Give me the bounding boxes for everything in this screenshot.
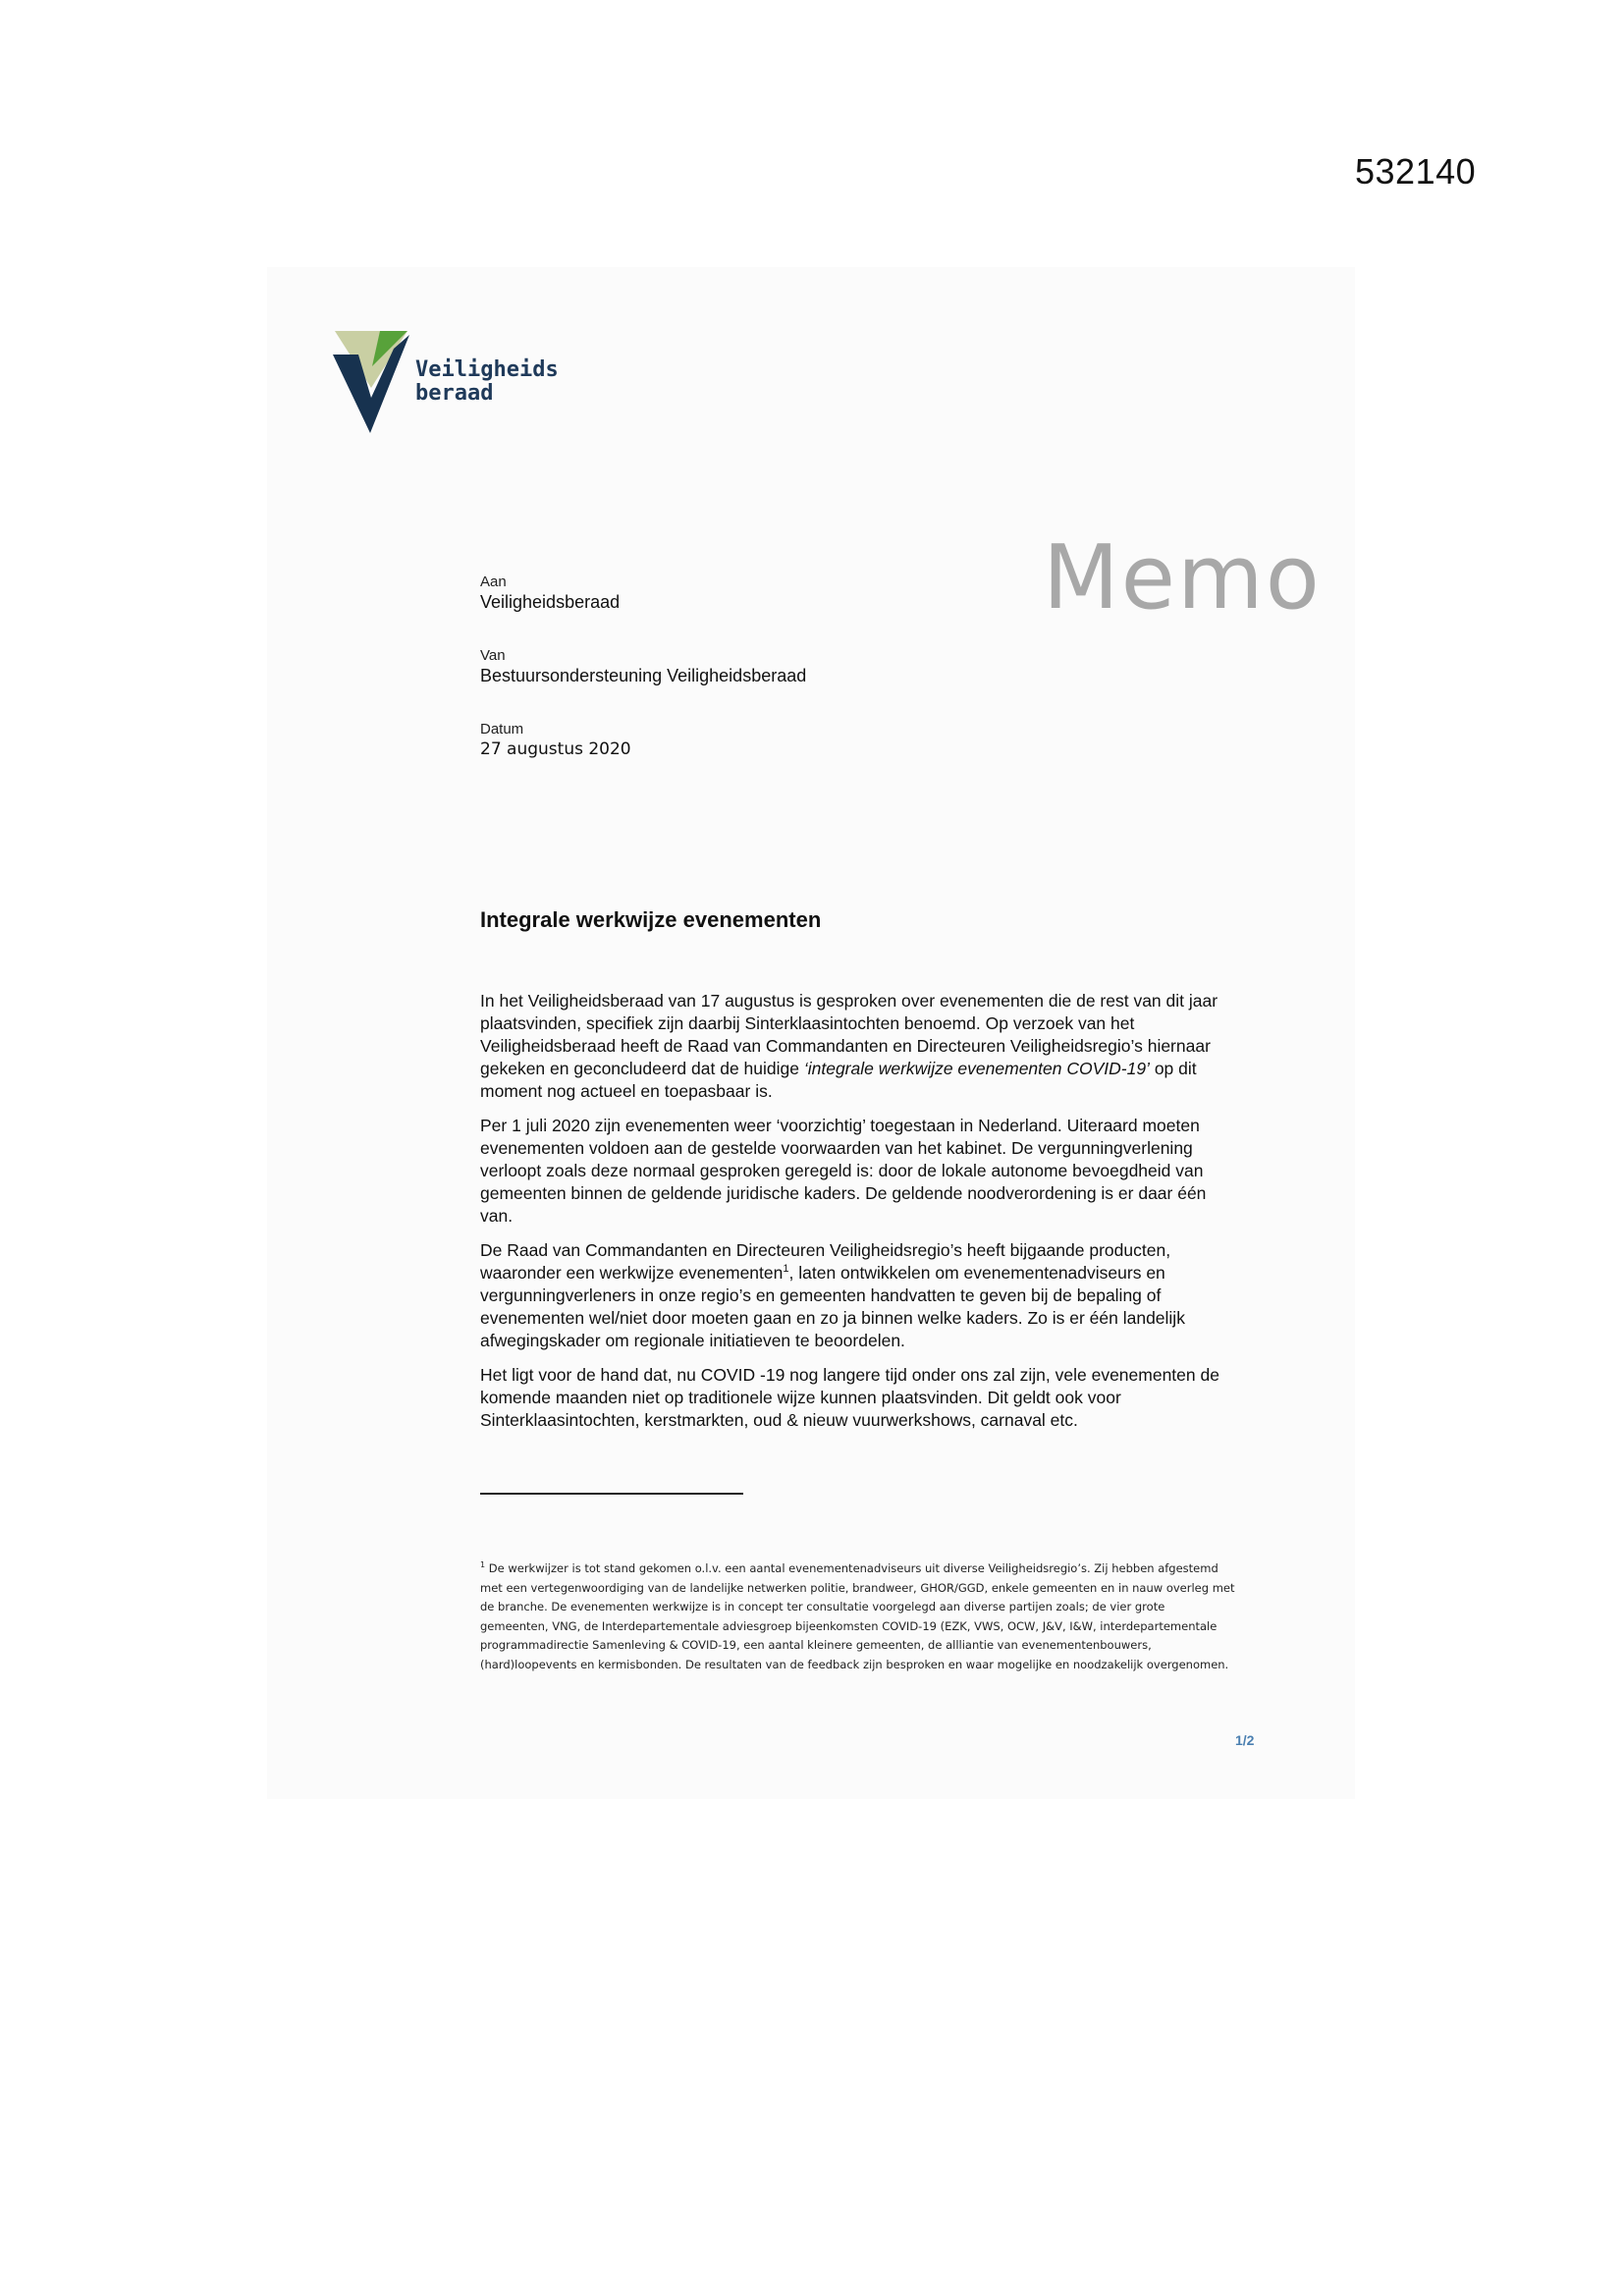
page-number: 1/2 (1235, 1732, 1255, 1748)
paragraph-1-text: In het Veiligheidsberaad van 17 augustus is gesproken over evenementen die de rest van dit jaar plaatsvinden, specifiek zijn daarbij Sinterklaasintochten benoemd. Op verzoek van het Veiligheidsberaad heeft de Raad van Commandanten en Directeuren Veiligheidsregio’s hiernaar gekeken en geconcludeerd dat de huidige (480, 991, 1218, 1078)
document-number: 532140 (1355, 151, 1477, 191)
footnote-number: 1 (480, 1560, 486, 1570)
to-value: Veiligheidsberaad (480, 592, 621, 612)
memo-title: Memo (1043, 526, 1322, 629)
paragraph-3-end: , laten ontwikkelen om evenementenadviseurs en vergunningverleners in onze regio’s en gemeenten handvatten te geven bij de bepaling of evenementen wel/niet door moeten gaan en zo ja binnen welke kaders. Zo is er één landelijk afwegingskader om regionale initiatieven te beoordelen. (480, 1263, 1185, 1350)
footnote-reference[interactable]: 1 (783, 1263, 789, 1276)
logo-line-1: Veiligheids (415, 357, 559, 382)
logo-wordmark (415, 358, 559, 406)
paragraph-2: Per 1 juli 2020 zijn evenementen weer ‘voorzichtig’ toegestaan in Nederland. Uiteraard moeten evenementen voldoen aan de gestelde voorwaarden van het kabinet. De vergunningverlening verloopt zoals deze normaal gesproken geregeld is: door de lokale autonome bevoegdheid van gemeenten binnen de geldende juridische kaders. De geldende noodverordening is er daar één van. (480, 1116, 1207, 1226)
footnote-divider (480, 1493, 743, 1495)
paragraph-3 (480, 1239, 1236, 1352)
paragraph-3-start: De Raad van Commandanten en Directeuren Veiligheidsregio’s heeft bijgaande producten, waaronder een werkwijze evenementen (480, 1240, 1171, 1283)
date-label: Datum (480, 721, 524, 738)
date-field (480, 721, 631, 760)
footnote-text: De werkwijzer is tot stand gekomen o.l.v. een aantal evenementenadviseurs uit diverse Veiligheidsregio’s. Zij hebben afgestemd met een vertegenwoordiging van de landelijke netwerken politie, brandweer, GHOR/GGD, enkele gemeenten en in nauw overleg met de branche. De evenementen werkwijze is in concept ter consultatie voorgelegd aan diverse partijen zoals; de vier grote gemeenten, VNG, de Interdepartementale adviesgroep bijeenkomsten COVID-19 (EZK, VWS, OCW, J&V, I&W, interdepartementale programmadirectie Samenleving & COVID-19, een aantal kleinere gemeenten, de allliantie van evenementenbouwers, (hard)loopevents en kermisbonden. De resultaten van de feedback zijn besproken en waar mogelijke en noodzakelijk overgenomen. (480, 1561, 1235, 1671)
footnote (480, 1559, 1236, 1674)
paragraph-1 (480, 990, 1236, 1103)
memo-subject: Integrale werkwijze evenementen (480, 907, 822, 932)
from-field (480, 647, 806, 686)
paragraph-1-end: op dit moment nog actueel en toepasbaar is. (480, 1059, 1197, 1101)
to-field (480, 574, 620, 613)
from-value: Bestuursondersteuning Veiligheidsberaad (480, 666, 807, 685)
memo-body (480, 990, 1236, 1444)
from-label: Van (480, 647, 506, 664)
to-label: Aan (480, 574, 507, 590)
paragraph-4: Het ligt voor de hand dat, nu COVID -19 nog langere tijd onder ons zal zijn, vele evenementen de komende maanden niet op traditionele wijze kunnen plaatsvinden. Dit geldt ook voor Sinterklaasintochten, kerstmarkten, oud & nieuw vuurwerkshows, carnaval etc. (480, 1365, 1219, 1430)
paragraph-1-italic: ‘integrale werkwijze evenementen COVID-19’ (803, 1059, 1150, 1078)
logo-line-2: beraad (415, 381, 494, 406)
date-value: 27 augustus 2020 (480, 739, 631, 759)
